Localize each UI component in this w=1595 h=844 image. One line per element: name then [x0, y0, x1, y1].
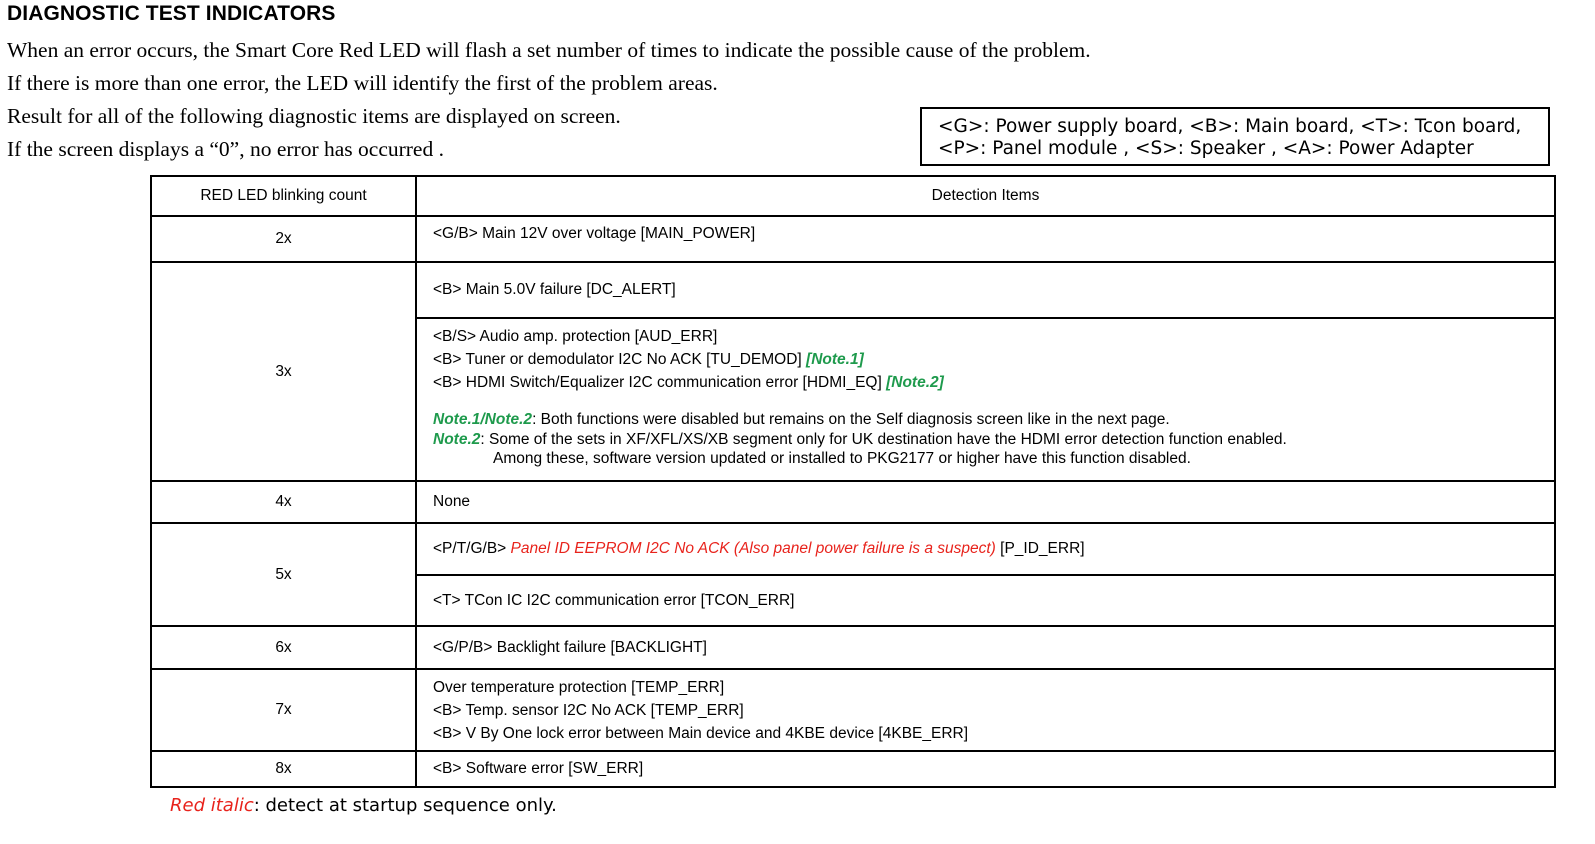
note-text: : Both functions were disabled but remains on the Self diagnosis screen like in the next page.: [532, 411, 1170, 428]
detection-item-line: [433, 348, 1554, 371]
note-1-tag: [Note.1]: [806, 351, 864, 368]
blink-count-cell: 3x: [151, 262, 416, 481]
detection-item-text: <B> Main 5.0V failure [DC_ALERT]: [433, 281, 676, 298]
note-line: [433, 430, 1554, 450]
table-row: [151, 262, 1555, 318]
blink-count-cell: 6x: [151, 626, 416, 669]
detection-item-text: <B> V By One lock error between Main device and 4KBE device [4KBE_ERR]: [433, 724, 969, 742]
page-title: DIAGNOSTIC TEST INDICATORS: [7, 2, 336, 25]
detection-item-line: [433, 371, 1554, 394]
note-text: : Some of the sets in XF/XFL/XS/XB segment only for UK destination have the HDMI error detection function enabled.: [480, 430, 1287, 448]
intro-line: Result for all of the following diagnostic items are displayed on screen.: [7, 104, 621, 128]
note-line: [433, 410, 1554, 430]
detection-item-cell: [416, 262, 1555, 318]
blink-count-cell: 7x: [151, 669, 416, 751]
detection-item-text: <B/S> Audio amp. protection [AUD_ERR]: [433, 328, 718, 345]
detection-item-cell: [416, 751, 1555, 787]
footer-text: : detect at startup sequence only.: [253, 795, 557, 816]
blink-count-cell: 4x: [151, 481, 416, 523]
detection-item-text: <P/T/G/B>: [433, 540, 507, 557]
detection-item-cell: [416, 669, 1555, 751]
legend-line: <G>: Power supply board, <B>: Main board, <T>: Tcon board,: [938, 116, 1522, 137]
note-text: Among these, software version updated or installed to PKG2177 or higher have this function disabled.: [493, 450, 1191, 467]
detection-item-cell: [416, 318, 1555, 481]
note-2-tag: [Note.2]: [886, 374, 944, 391]
detection-item-text: <B> Tuner or demodulator I2C No ACK [TU_DEMOD]: [433, 351, 802, 368]
detection-item-cell: [416, 626, 1555, 669]
legend-line: <P>: Panel module , <S>: Speaker , <A>: Power Adapter: [938, 138, 1474, 159]
detection-item-cell: [416, 481, 1555, 523]
detection-item-text: <G/P/B> Backlight failure [BACKLIGHT]: [433, 638, 707, 656]
footer-note: [170, 795, 557, 816]
note-1-2-label: Note.1/Note.2: [433, 411, 533, 428]
blink-count-cell: 5x: [151, 523, 416, 626]
blink-count-cell: 8x: [151, 751, 416, 787]
detection-item-text: <B> HDMI Switch/Equalizer I2C communication error [HDMI_EQ]: [433, 374, 882, 391]
table-row: [151, 481, 1555, 523]
table-row: [151, 216, 1555, 262]
board-legend-box: [920, 107, 1550, 166]
notes-block: [433, 410, 1554, 469]
intro-line: When an error occurs, the Smart Core Red LED will flash a set number of times to indicate the possible cause of the problem.: [7, 38, 1091, 62]
header-blink-count: RED LED blinking count: [151, 176, 416, 216]
detection-item-text: Over temperature protection [TEMP_ERR]: [433, 678, 725, 696]
detection-item-text: <G/B> Main 12V over voltage [MAIN_POWER]: [433, 225, 756, 242]
table-header-row: [151, 176, 1555, 216]
intro-line: If the screen displays a “0”, no error has occurred .: [7, 137, 444, 161]
detection-item-text: [P_ID_ERR]: [1000, 540, 1085, 557]
detection-item-text: None: [433, 493, 471, 510]
startup-only-text: Panel ID EEPROM I2C No ACK (Also panel power failure is a suspect): [510, 540, 996, 557]
table-row: [151, 751, 1555, 787]
detection-item-cell: [416, 216, 1555, 262]
detection-item-text: <B> Temp. sensor I2C No ACK [TEMP_ERR]: [433, 701, 744, 719]
detection-item-text: <B> Software error [SW_ERR]: [433, 760, 644, 777]
table-row: [151, 669, 1555, 751]
table-row: [151, 523, 1555, 575]
diagnostic-table: [150, 175, 1556, 788]
detection-item-cell: [416, 575, 1555, 626]
blink-count-cell: 2x: [151, 216, 416, 262]
intro-line: If there is more than one error, the LED will identify the first of the problem areas.: [7, 71, 718, 95]
detection-item-cell: [416, 523, 1555, 575]
table-row: [151, 626, 1555, 669]
note-2-label: Note.2: [433, 430, 481, 448]
red-italic-label: Red italic: [170, 795, 254, 816]
header-detection-items: Detection Items: [416, 176, 1555, 216]
detection-item-text: <T> TCon IC I2C communication error [TCON_ERR]: [433, 591, 795, 609]
